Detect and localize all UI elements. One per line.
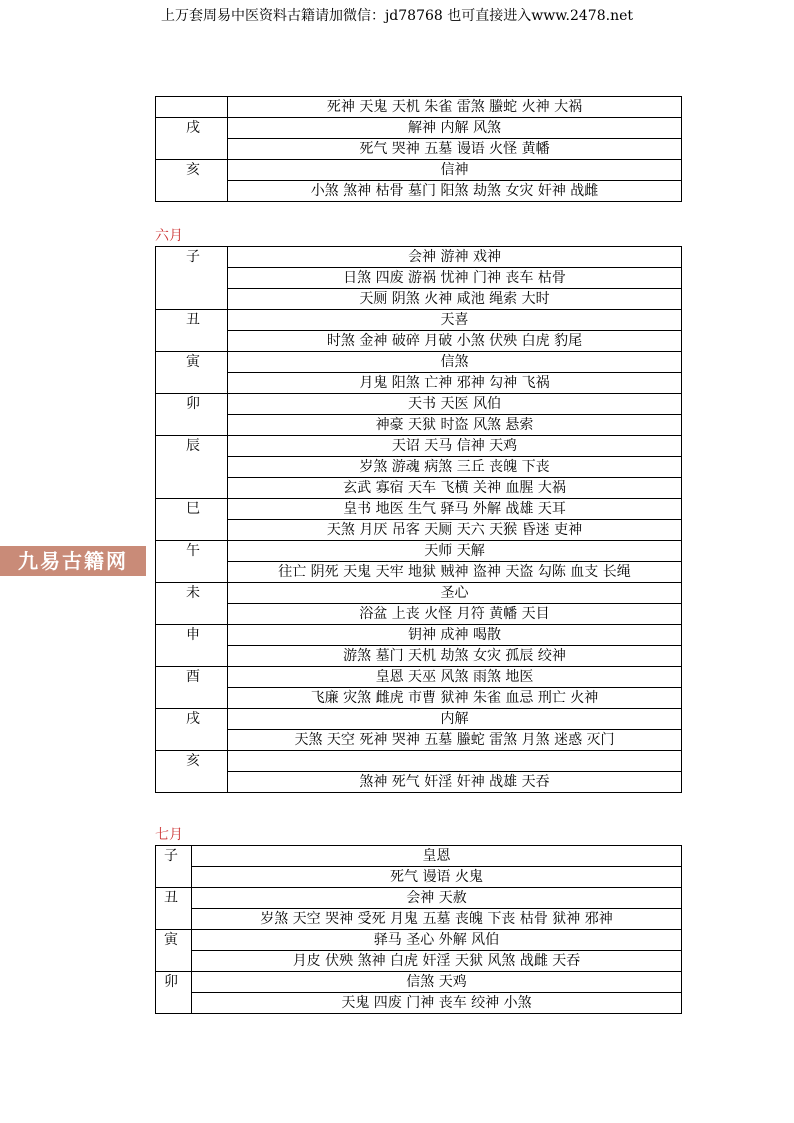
branch-label: 亥 bbox=[156, 160, 228, 202]
branch-label: 戌 bbox=[156, 118, 228, 160]
gods-cell: 皇恩 bbox=[192, 846, 682, 867]
table-row bbox=[156, 310, 682, 331]
gods-cell: 月鬼 阳煞 亡神 邪神 勾神 飞祸 bbox=[228, 373, 682, 394]
table-row bbox=[156, 478, 682, 499]
branch-label: 申 bbox=[156, 625, 228, 667]
table-row bbox=[156, 867, 682, 888]
gods-cell: 天煞 天空 死神 哭神 五墓 螣蛇 雷煞 月煞 迷惑 灭门 bbox=[228, 730, 682, 751]
table-row bbox=[156, 772, 682, 793]
gods-cell: 煞神 死气 奸淫 奸神 战雄 天吞 bbox=[228, 772, 682, 793]
branch-label: 未 bbox=[156, 583, 228, 625]
table-section-2 bbox=[155, 845, 682, 1014]
branch-label: 戌 bbox=[156, 709, 228, 751]
table-row bbox=[156, 181, 682, 202]
gods-cell: 圣心 bbox=[228, 583, 682, 604]
table-row bbox=[156, 972, 682, 993]
branch-label: 卯 bbox=[156, 972, 192, 1014]
branch-label: 卯 bbox=[156, 394, 228, 436]
gods-cell: 钥神 成神 喝散 bbox=[228, 625, 682, 646]
gods-cell: 时煞 金神 破碎 月破 小煞 伏殃 白虎 豹尾 bbox=[228, 331, 682, 352]
table-row bbox=[156, 436, 682, 457]
gods-cell: 会神 天赦 bbox=[192, 888, 682, 909]
gods-cell: 天厕 阴煞 火神 咸池 绳索 大时 bbox=[228, 289, 682, 310]
table-row bbox=[156, 846, 682, 867]
gods-cell: 飞廉 灾煞 雌虎 市曹 狱神 朱雀 血忌 刑亡 火神 bbox=[228, 688, 682, 709]
gods-cell: 天煞 月厌 吊客 天厕 天六 天猴 昏迷 吏神 bbox=[228, 520, 682, 541]
gods-cell: 死气 谩语 火鬼 bbox=[192, 867, 682, 888]
table-row bbox=[156, 394, 682, 415]
watermark-logo: 九易古籍网 bbox=[0, 546, 146, 576]
table-row bbox=[156, 667, 682, 688]
table-row bbox=[156, 888, 682, 909]
table-row bbox=[156, 415, 682, 436]
gods-cell: 信煞 bbox=[228, 352, 682, 373]
page-header: 上万套周易中医资料古籍请加微信：jd78768 也可直接进入www.2478.net bbox=[160, 8, 634, 24]
gods-cell: 天喜 bbox=[228, 310, 682, 331]
gods-cell: 死气 哭神 五墓 谩语 火怪 黄幡 bbox=[228, 139, 682, 160]
branch-label: 子 bbox=[156, 846, 192, 888]
gods-cell: 月皮 伏殃 煞神 白虎 奸淫 天狱 风煞 战雌 天吞 bbox=[192, 951, 682, 972]
gods-cell: 岁煞 游魂 病煞 三丘 丧魄 下丧 bbox=[228, 457, 682, 478]
gods-cell: 神豪 天狱 时盗 风煞 悬索 bbox=[228, 415, 682, 436]
gods-cell: 小煞 煞神 枯骨 墓门 阳煞 劫煞 女灾 奸神 战雌 bbox=[228, 181, 682, 202]
table-row bbox=[156, 520, 682, 541]
branch-label: 子 bbox=[156, 247, 228, 310]
branch-label: 丑 bbox=[156, 310, 228, 352]
month-title-july: 七月 bbox=[155, 827, 183, 843]
branch-label: 寅 bbox=[156, 930, 192, 972]
table-row bbox=[156, 247, 682, 268]
table-row bbox=[156, 289, 682, 310]
gods-cell: 天鬼 四废 门神 丧车 绞神 小煞 bbox=[192, 993, 682, 1014]
table-row bbox=[156, 352, 682, 373]
gods-cell: 天书 天医 风伯 bbox=[228, 394, 682, 415]
gods-cell: 内解 bbox=[228, 709, 682, 730]
branch-label: 辰 bbox=[156, 436, 228, 499]
table-row bbox=[156, 139, 682, 160]
table-row bbox=[156, 646, 682, 667]
branch-label: 丑 bbox=[156, 888, 192, 930]
branch-label: 亥 bbox=[156, 751, 228, 793]
table-row bbox=[156, 951, 682, 972]
gods-cell: 岁煞 天空 哭神 受死 月鬼 五墓 丧魄 下丧 枯骨 狱神 邪神 bbox=[192, 909, 682, 930]
table-row bbox=[156, 688, 682, 709]
table-row bbox=[156, 604, 682, 625]
gods-cell: 天诏 天马 信神 天鸡 bbox=[228, 436, 682, 457]
table-row bbox=[156, 541, 682, 562]
gods-cell: 驿马 圣心 外解 风伯 bbox=[192, 930, 682, 951]
gods-cell: 死神 天鬼 天机 朱雀 雷煞 螣蛇 火神 大祸 bbox=[228, 97, 682, 118]
gods-cell: 浴盆 上丧 火怪 月符 黄幡 天目 bbox=[228, 604, 682, 625]
table-row bbox=[156, 562, 682, 583]
table-row bbox=[156, 457, 682, 478]
table-row bbox=[156, 118, 682, 139]
table-row bbox=[156, 331, 682, 352]
table-row bbox=[156, 499, 682, 520]
table-row bbox=[156, 625, 682, 646]
gods-cell: 往亡 阴死 天鬼 天牢 地狱 贼神 盗神 天盗 勾陈 血支 长绳 bbox=[228, 562, 682, 583]
gods-cell: 天师 天解 bbox=[228, 541, 682, 562]
table-row bbox=[156, 930, 682, 951]
table-row bbox=[156, 160, 682, 181]
gods-cell: 日煞 四废 游祸 忧神 门神 丧车 枯骨 bbox=[228, 268, 682, 289]
table-row bbox=[156, 583, 682, 604]
table-row bbox=[156, 268, 682, 289]
gods-cell: 游煞 墓门 天机 劫煞 女灾 孤辰 绞神 bbox=[228, 646, 682, 667]
gods-cell: 玄武 寡宿 天车 飞横 关神 血腥 大祸 bbox=[228, 478, 682, 499]
table-row bbox=[156, 97, 682, 118]
table-section-1 bbox=[155, 246, 682, 793]
branch-label: 午 bbox=[156, 541, 228, 583]
table-row bbox=[156, 751, 682, 772]
gods-cell: 解神 内解 风煞 bbox=[228, 118, 682, 139]
branch-label: 寅 bbox=[156, 352, 228, 394]
gods-cell: 皇恩 天巫 风煞 雨煞 地医 bbox=[228, 667, 682, 688]
month-title-june: 六月 bbox=[155, 228, 183, 244]
table-row bbox=[156, 993, 682, 1014]
gods-cell: 会神 游神 戏神 bbox=[228, 247, 682, 268]
table-row bbox=[156, 730, 682, 751]
gods-cell: 信神 bbox=[228, 160, 682, 181]
table-row bbox=[156, 909, 682, 930]
branch-label bbox=[156, 97, 228, 118]
gods-cell: 信煞 天鸡 bbox=[192, 972, 682, 993]
gods-cell: 皇书 地医 生气 驿马 外解 战雄 天耳 bbox=[228, 499, 682, 520]
branch-label: 酉 bbox=[156, 667, 228, 709]
table-row bbox=[156, 709, 682, 730]
table-row bbox=[156, 373, 682, 394]
table-section-0 bbox=[155, 96, 682, 202]
gods-cell bbox=[228, 751, 682, 772]
branch-label: 巳 bbox=[156, 499, 228, 541]
